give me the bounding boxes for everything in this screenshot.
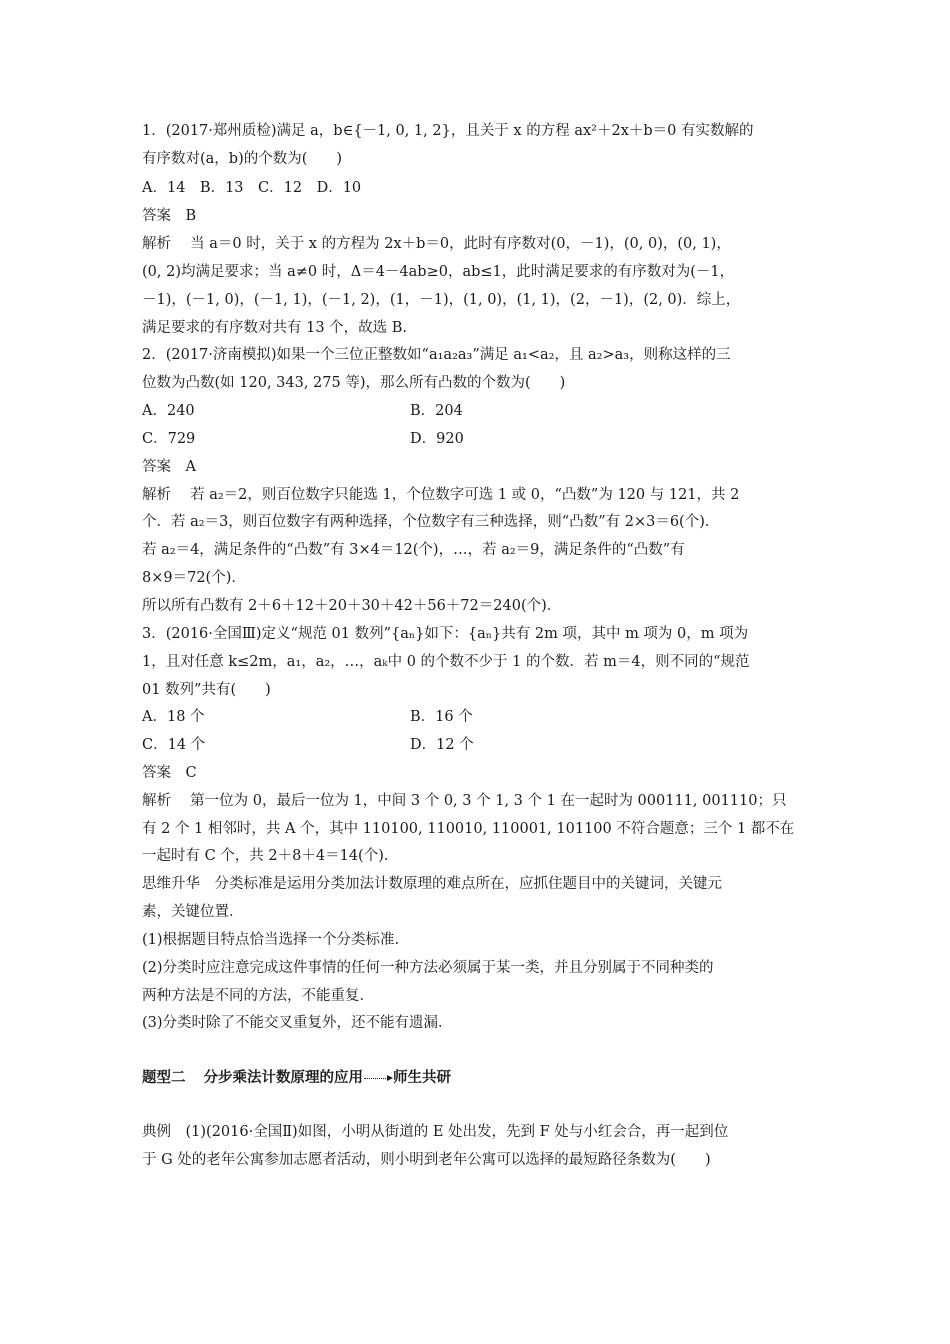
- q2-analysis-line-4: 8×9＝72(个)．: [142, 570, 246, 586]
- summary-line-3: (1)根据题目特点恰当选择一个分类标准．: [142, 932, 410, 948]
- q3-option-d: D．12 个: [410, 737, 474, 753]
- q2-analysis-line-2: 个．若 a₂＝3，则百位数字有两种选择，个位数字有三种选择，则“凸数”有 2×3＝6(个)．: [142, 514, 720, 530]
- q3-stem-line-2: 1，且对任意 k≤2m，a₁，a₂，…，aₖ中 0 的个数不少于 1 的个数．若 m＝4，则不同的“规范: [142, 654, 750, 670]
- q2-answer: 答案 A: [142, 459, 196, 475]
- q2-analysis-line-5: 所以所有凸数有 2＋6＋12＋20＋30＋42＋56＋72＝240(个)．: [142, 598, 562, 614]
- example-line-1: 典例 (1)(2016·全国Ⅱ)如图，小明从街道的 E 处出发，先到 F 处与小红会合，再一起到位: [142, 1124, 729, 1140]
- q2-option-d: D．920: [410, 431, 464, 447]
- q2-option-a: A．240: [142, 403, 195, 419]
- q1-analysis-line-4: 满足要求的有序数对共有 13 个，故选 B.: [142, 320, 408, 336]
- summary-line-4: (2)分类时应注意完成这件事情的任何一种方法必须属于某一类，并且分别属于不同种类的: [142, 960, 714, 976]
- q3-answer: 答案 C: [142, 765, 197, 781]
- q3-analysis-line-2: 有 2 个 1 相邻时，共 A 个，其中 110100, 110010, 110001, 101100 不符合题意；三个 1 都不在: [142, 821, 795, 837]
- summary-line-1: 思维升华 分类标准是运用分类加法计数原理的难点所在，应抓住题目中的关键词，关键元: [142, 876, 722, 892]
- q3-stem-line-3: 01 数列”共有( ): [142, 682, 271, 698]
- q3-analysis-line-1: 解析 第一位为 0，最后一位为 1，中间 3 个 0, 3 个 1, 3 个 1 在一起时为 000111, 001110；只: [142, 793, 787, 809]
- summary-line-5: 两种方法是不同的方法，不能重复．: [142, 988, 374, 1004]
- q1-analysis-line-2: (0, 2)均满足要求；当 a≠0 时，Δ＝4－4ab≥0，ab≤1，此时满足要求的有序数对为(－1，: [142, 264, 735, 280]
- q2-stem-line-1: 2．(2017·济南模拟)如果一个三位正整数如“a₁a₂a₃”满足 a₁<a₂，且 a₂>a₃，则称这样的三: [142, 347, 731, 363]
- q2-stem-line-2: 位数为凸数(如 120, 343, 275 等)，那么所有凸数的个数为( ): [142, 375, 566, 391]
- section-title: 分步乘法计数原理的应用: [203, 1070, 363, 1086]
- q1-analysis-line-3: －1)，(－1, 0)，(－1, 1)，(－1, 2)，(1，－1)，(1, 0)，(1, 1)，(2，－1)，(2, 0)．综上，: [142, 292, 741, 308]
- q1-stem-line-2: 有序数对(a，b)的个数为( ): [142, 151, 343, 167]
- section-label: 题型二: [142, 1070, 186, 1086]
- q2-option-b: B．204: [410, 403, 463, 419]
- q3-option-b: B．16 个: [410, 709, 473, 725]
- q1-answer: 答案 B: [142, 208, 197, 224]
- summary-line-2: 素，关键位置．: [142, 904, 244, 920]
- q3-analysis-line-3: 一起时有 C 个，共 2＋8＋4＝14(个)．: [142, 848, 399, 864]
- q1-analysis-line-1: 解析 当 a＝0 时，关于 x 的方程为 2x＋b＝0，此时有序数对(0，－1)，(0, 0)，(0, 1)，: [142, 236, 731, 252]
- dotted-arrow-icon: [363, 1068, 393, 1088]
- example-line-2: 于 G 处的老年公寓参加志愿者活动，则小明到老年公寓可以选择的最短路径条数为( ): [142, 1152, 711, 1168]
- q3-option-c: C．14 个: [142, 737, 206, 753]
- q3-stem-line-1: 3．(2016·全国Ⅲ)定义“规范 01 数列”{aₙ}如下：{aₙ}共有 2m 项，其中 m 项为 0，m 项为: [142, 626, 749, 642]
- q1-options: A．14 B．13 C．12 D．10: [142, 180, 362, 196]
- section-tag: 师生共研: [393, 1070, 451, 1086]
- q2-analysis-line-1: 解析 若 a₂＝2，则百位数字只能选 1，个位数字可选 1 或 0，“凸数”为 120 与 121，共 2: [142, 487, 740, 503]
- summary-line-6: (3)分类时除了不能交叉重复外，还不能有遗漏．: [142, 1015, 453, 1031]
- q2-analysis-line-3: 若 a₂＝4，满足条件的“凸数”有 3×4＝12(个)，…，若 a₂＝9，满足条件的“凸数”有: [142, 542, 685, 558]
- q2-option-c: C．729: [142, 431, 196, 447]
- section-heading: [142, 1068, 451, 1088]
- q3-option-a: A．18 个: [142, 709, 205, 725]
- q1-stem-line-1: 1．(2017·郑州质检)满足 a，b∈{－1, 0, 1, 2}，且关于 x 的方程 ax²＋2x＋b＝0 有实数解的: [142, 123, 754, 139]
